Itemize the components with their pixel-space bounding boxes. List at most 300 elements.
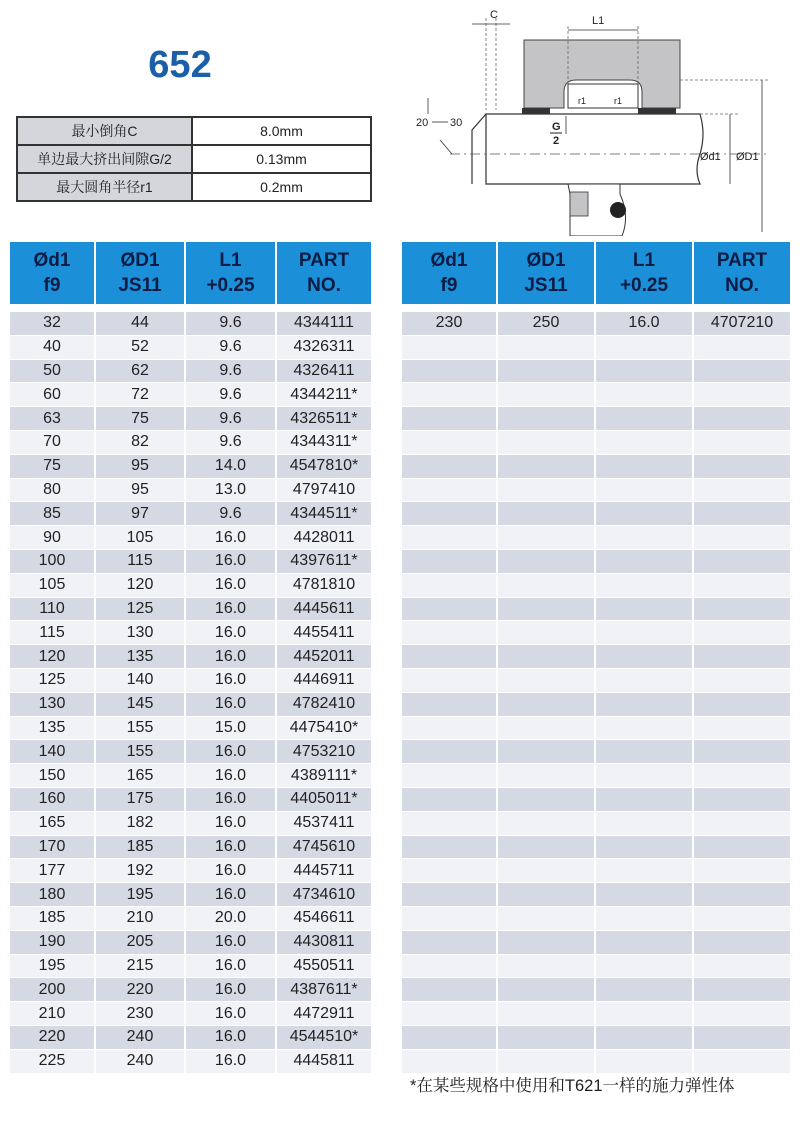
table-cell — [596, 550, 694, 574]
table-cell: 70 — [10, 431, 96, 455]
spec-row — [17, 173, 371, 201]
table-row — [10, 693, 371, 717]
table-row — [10, 836, 371, 860]
table-row — [10, 621, 371, 645]
table-cell: 40 — [10, 336, 96, 360]
table-cell — [498, 907, 596, 931]
table-cell — [596, 931, 694, 955]
table-cell: 50 — [10, 360, 96, 384]
empty-row — [402, 764, 790, 788]
table-cell: 105 — [96, 526, 186, 550]
table-cell: 130 — [96, 621, 186, 645]
table-cell — [498, 883, 596, 907]
table-cell — [694, 717, 790, 741]
table-cell — [694, 978, 790, 1002]
table-cell — [498, 479, 596, 503]
table-cell — [402, 931, 498, 955]
table-cell: 4445611 — [277, 598, 371, 622]
table-cell: 4405011* — [277, 788, 371, 812]
empty-row — [402, 907, 790, 931]
table-cell: 4781810 — [277, 574, 371, 598]
table-cell — [596, 431, 694, 455]
table-cell: 225 — [10, 1050, 96, 1074]
table-cell: 4475410* — [277, 717, 371, 741]
table-cell: 140 — [10, 740, 96, 764]
table-cell — [694, 931, 790, 955]
table-cell — [402, 812, 498, 836]
spec-table — [16, 116, 372, 202]
empty-row — [402, 336, 790, 360]
spacer-row — [402, 304, 790, 312]
table-cell — [694, 526, 790, 550]
header-line2: +0.25 — [619, 275, 669, 296]
table-cell: 230 — [96, 1002, 186, 1026]
table-cell — [596, 407, 694, 431]
table-cell — [402, 1002, 498, 1026]
table-cell: 4344511* — [277, 502, 371, 526]
table-cell: 125 — [10, 669, 96, 693]
table-cell — [498, 502, 596, 526]
table-cell: 9.6 — [186, 360, 277, 384]
table-cell: 16.0 — [186, 669, 277, 693]
empty-row — [402, 383, 790, 407]
table-cell — [596, 836, 694, 860]
table-cell: 180 — [10, 883, 96, 907]
table-cell — [694, 336, 790, 360]
table-cell — [694, 955, 790, 979]
footnote: *在某些规格中使用和T621一样的施力弹性体 — [410, 1077, 735, 1095]
empty-row — [402, 1002, 790, 1026]
table-cell — [596, 669, 694, 693]
table-row — [10, 550, 371, 574]
table-cell — [402, 1050, 498, 1074]
table-cell: 220 — [10, 1026, 96, 1050]
table-cell: 4734610 — [277, 883, 371, 907]
table-cell: 4430811 — [277, 931, 371, 955]
lower-groove — [570, 192, 588, 216]
header-l1 — [186, 242, 277, 304]
table-cell: 9.6 — [186, 502, 277, 526]
table-cell: 4472911 — [277, 1002, 371, 1026]
table-cell — [402, 883, 498, 907]
table-row — [10, 812, 371, 836]
table-cell: 16.0 — [186, 526, 277, 550]
label-l1: L1 — [592, 15, 605, 27]
table-cell: 185 — [10, 907, 96, 931]
spacer-row — [10, 304, 371, 312]
table-cell — [596, 1026, 694, 1050]
empty-row — [402, 621, 790, 645]
table-cell — [498, 978, 596, 1002]
table-cell — [694, 1002, 790, 1026]
seal-lip-right — [638, 108, 676, 114]
table-cell — [694, 479, 790, 503]
table-cell — [694, 859, 790, 883]
table-cell: 4397611* — [277, 550, 371, 574]
table-row — [10, 764, 371, 788]
table-row — [10, 1026, 371, 1050]
table-cell — [694, 574, 790, 598]
table-cell: 16.0 — [186, 883, 277, 907]
table-cell: 4344211* — [277, 383, 371, 407]
table-cell — [402, 717, 498, 741]
table-cell: 75 — [10, 455, 96, 479]
table-cell: 9.6 — [186, 336, 277, 360]
header-line1: ØD1 — [526, 250, 566, 271]
table-row — [10, 598, 371, 622]
table-cell: 15.0 — [186, 717, 277, 741]
table-cell: 52 — [96, 336, 186, 360]
empty-row — [402, 479, 790, 503]
empty-row — [402, 1026, 790, 1050]
table-cell — [498, 1050, 596, 1074]
table-cell — [402, 550, 498, 574]
header-line2: NO. — [307, 275, 341, 296]
table-cell — [694, 836, 790, 860]
table-cell — [596, 383, 694, 407]
table-cell — [694, 883, 790, 907]
table-cell: 240 — [96, 1050, 186, 1074]
table-cell: 120 — [96, 574, 186, 598]
table-cell — [498, 859, 596, 883]
table-cell: 205 — [96, 931, 186, 955]
table-cell: 20.0 — [186, 907, 277, 931]
table-cell: 100 — [10, 550, 96, 574]
empty-row — [402, 669, 790, 693]
empty-row — [402, 812, 790, 836]
empty-row — [402, 1050, 790, 1074]
empty-row — [402, 360, 790, 384]
header-line1: Ød1 — [33, 250, 71, 271]
size-table-right — [402, 242, 790, 1074]
header-line2: +0.25 — [206, 275, 255, 296]
empty-row — [402, 859, 790, 883]
table-cell — [498, 740, 596, 764]
header-line2: JS11 — [118, 275, 162, 296]
table-cell — [694, 907, 790, 931]
table-cell — [402, 383, 498, 407]
table-cell: 4546611 — [277, 907, 371, 931]
table-cell — [402, 955, 498, 979]
table-cell: 16.0 — [186, 931, 277, 955]
table-row — [10, 645, 371, 669]
table-cell: 13.0 — [186, 479, 277, 503]
table-row — [10, 931, 371, 955]
table-cell — [596, 1050, 694, 1074]
table-cell: 4452011 — [277, 645, 371, 669]
table-cell — [498, 383, 596, 407]
header-row — [10, 242, 371, 304]
label-2: 2 — [553, 135, 560, 147]
table-cell: 9.6 — [186, 312, 277, 336]
empty-row — [402, 598, 790, 622]
table-cell — [596, 740, 694, 764]
table-cell: 9.6 — [186, 407, 277, 431]
table-cell — [498, 550, 596, 574]
table-cell — [402, 431, 498, 455]
table-cell — [596, 693, 694, 717]
table-cell: 110 — [10, 598, 96, 622]
table-cell — [498, 526, 596, 550]
table-cell — [402, 1026, 498, 1050]
table-cell: 16.0 — [596, 312, 694, 336]
table-row — [10, 312, 371, 336]
table-cell — [694, 550, 790, 574]
table-cell: 130 — [10, 693, 96, 717]
table-cell: 177 — [10, 859, 96, 883]
header-line1: L1 — [219, 250, 242, 271]
empty-row — [402, 526, 790, 550]
table-cell: 4547810* — [277, 455, 371, 479]
table-cell: 4326511* — [277, 407, 371, 431]
table-row — [10, 455, 371, 479]
table-cell — [694, 693, 790, 717]
table-cell: 135 — [10, 717, 96, 741]
table-cell — [498, 955, 596, 979]
table-cell: 16.0 — [186, 859, 277, 883]
table-cell: 195 — [96, 883, 186, 907]
table-row — [10, 669, 371, 693]
table-cell: 16.0 — [186, 836, 277, 860]
shaft-chamfer — [472, 114, 486, 184]
empty-row — [402, 455, 790, 479]
table-cell — [694, 502, 790, 526]
table-cell — [596, 645, 694, 669]
table-row — [10, 955, 371, 979]
table-cell — [498, 1026, 596, 1050]
table-cell: 62 — [96, 360, 186, 384]
table-cell — [596, 479, 694, 503]
table-cell: 105 — [10, 574, 96, 598]
table-cell: 4428011 — [277, 526, 371, 550]
table-cell — [498, 621, 596, 645]
table-cell — [596, 978, 694, 1002]
page-title: 652 — [148, 44, 212, 86]
table-cell: 200 — [10, 978, 96, 1002]
table-cell: 240 — [96, 1026, 186, 1050]
empty-row — [402, 931, 790, 955]
label-angle-20: 20 — [416, 117, 429, 129]
table-cell: 170 — [10, 836, 96, 860]
table-row — [10, 502, 371, 526]
table-row — [402, 312, 790, 336]
table-cell: 4537411 — [277, 812, 371, 836]
table-cell — [498, 788, 596, 812]
empty-row — [402, 693, 790, 717]
table-row — [10, 859, 371, 883]
table-cell — [596, 502, 694, 526]
table-cell — [402, 502, 498, 526]
table-cell: 135 — [96, 645, 186, 669]
header-row — [402, 242, 790, 304]
table-cell — [596, 717, 694, 741]
table-cell — [694, 764, 790, 788]
table-cell — [694, 383, 790, 407]
spec-row — [17, 145, 371, 173]
spec-row — [17, 117, 371, 145]
table-cell — [402, 859, 498, 883]
label-r1-right: r1 — [614, 96, 623, 106]
table-cell: 182 — [96, 812, 186, 836]
table-row — [10, 574, 371, 598]
table-row — [10, 907, 371, 931]
table-cell — [498, 1002, 596, 1026]
table-cell — [498, 693, 596, 717]
empty-row — [402, 788, 790, 812]
table-cell: 72 — [96, 383, 186, 407]
table-cell — [498, 812, 596, 836]
table-row — [10, 407, 371, 431]
table-cell — [498, 669, 596, 693]
table-cell: 4389111* — [277, 764, 371, 788]
table-cell: 75 — [96, 407, 186, 431]
spec-value: 0.13mm — [192, 145, 371, 173]
table-cell — [596, 360, 694, 384]
header-line1: PART — [298, 250, 350, 271]
table-cell: 9.6 — [186, 431, 277, 455]
table-cell: 4445711 — [277, 859, 371, 883]
table-cell: 16.0 — [186, 978, 277, 1002]
table-row — [10, 1002, 371, 1026]
table-cell — [596, 859, 694, 883]
table-cell — [402, 336, 498, 360]
table-cell — [402, 693, 498, 717]
table-cell: 60 — [10, 383, 96, 407]
table-cell — [694, 788, 790, 812]
table-cell — [694, 598, 790, 622]
table-cell — [498, 431, 596, 455]
table-cell — [694, 360, 790, 384]
table-cell — [596, 336, 694, 360]
table-cell: 9.6 — [186, 383, 277, 407]
table-row — [10, 431, 371, 455]
table-cell — [498, 574, 596, 598]
empty-row — [402, 836, 790, 860]
empty-row — [402, 883, 790, 907]
label-r1-left: r1 — [578, 96, 587, 106]
table-cell — [596, 574, 694, 598]
table-cell — [694, 740, 790, 764]
table-cell: 145 — [96, 693, 186, 717]
table-cell: 85 — [10, 502, 96, 526]
table-cell: 4445811 — [277, 1050, 371, 1074]
table-cell: 14.0 — [186, 455, 277, 479]
table-row — [10, 788, 371, 812]
table-cell: 4782410 — [277, 693, 371, 717]
empty-row — [402, 431, 790, 455]
table-cell — [694, 645, 790, 669]
table-cell — [596, 1002, 694, 1026]
table-cell — [402, 978, 498, 1002]
table-cell — [402, 598, 498, 622]
header-D1 — [96, 242, 186, 304]
table-cell: 16.0 — [186, 955, 277, 979]
table-cell: 80 — [10, 479, 96, 503]
table-cell: 16.0 — [186, 1002, 277, 1026]
table-cell: 63 — [10, 407, 96, 431]
table-cell: 192 — [96, 859, 186, 883]
empty-row — [402, 740, 790, 764]
table-cell: 16.0 — [186, 693, 277, 717]
table-cell — [498, 764, 596, 788]
table-cell: 95 — [96, 479, 186, 503]
table-cell — [596, 764, 694, 788]
o-ring — [610, 202, 626, 218]
label-angle-30: 30 — [450, 117, 463, 129]
table-cell: 4797410 — [277, 479, 371, 503]
table-cell: 160 — [10, 788, 96, 812]
table-cell — [402, 764, 498, 788]
table-cell — [596, 955, 694, 979]
spec-label: 单边最大挤出间隙G/2 — [17, 145, 192, 173]
empty-row — [402, 978, 790, 1002]
table-cell: 4745610 — [277, 836, 371, 860]
table-cell — [694, 455, 790, 479]
table-cell: 4550511 — [277, 955, 371, 979]
table-cell — [498, 336, 596, 360]
size-table-left — [10, 242, 371, 1074]
table-cell: 155 — [96, 740, 186, 764]
label-g: G — [552, 121, 561, 133]
table-cell — [596, 812, 694, 836]
table-cell — [498, 360, 596, 384]
header-d1 — [10, 242, 96, 304]
table-cell: 4753210 — [277, 740, 371, 764]
table-cell — [596, 598, 694, 622]
table-row — [10, 740, 371, 764]
table-cell: 16.0 — [186, 598, 277, 622]
table-cell: 16.0 — [186, 550, 277, 574]
table-cell — [402, 407, 498, 431]
table-cell: 215 — [96, 955, 186, 979]
size-table-right-body — [402, 304, 790, 1074]
label-c: C — [490, 9, 498, 21]
header-part-no — [277, 242, 371, 304]
table-cell: 16.0 — [186, 812, 277, 836]
table-cell — [596, 883, 694, 907]
table-cell — [402, 740, 498, 764]
table-cell — [596, 621, 694, 645]
table-cell: 4326411 — [277, 360, 371, 384]
table-cell: 140 — [96, 669, 186, 693]
header-line1: PART — [716, 250, 768, 271]
table-cell: 165 — [96, 764, 186, 788]
table-cell: 90 — [10, 526, 96, 550]
table-cell — [498, 598, 596, 622]
table-cell: 165 — [10, 812, 96, 836]
table-cell: 125 — [96, 598, 186, 622]
table-cell — [402, 360, 498, 384]
empty-row — [402, 502, 790, 526]
table-cell: 32 — [10, 312, 96, 336]
table-cell: 190 — [10, 931, 96, 955]
table-cell — [402, 836, 498, 860]
empty-row — [402, 407, 790, 431]
table-cell: 250 — [498, 312, 596, 336]
table-cell: 44 — [96, 312, 186, 336]
table-cell — [402, 669, 498, 693]
table-cell: 16.0 — [186, 788, 277, 812]
table-cell — [596, 907, 694, 931]
table-cell: 82 — [96, 431, 186, 455]
spacer-cell — [402, 304, 790, 312]
table-cell — [498, 717, 596, 741]
header-line1: Ød1 — [430, 250, 468, 271]
table-cell: 4326311 — [277, 336, 371, 360]
table-cell — [596, 788, 694, 812]
seal-lip-left — [522, 108, 550, 114]
header-line2: f9 — [43, 275, 61, 296]
